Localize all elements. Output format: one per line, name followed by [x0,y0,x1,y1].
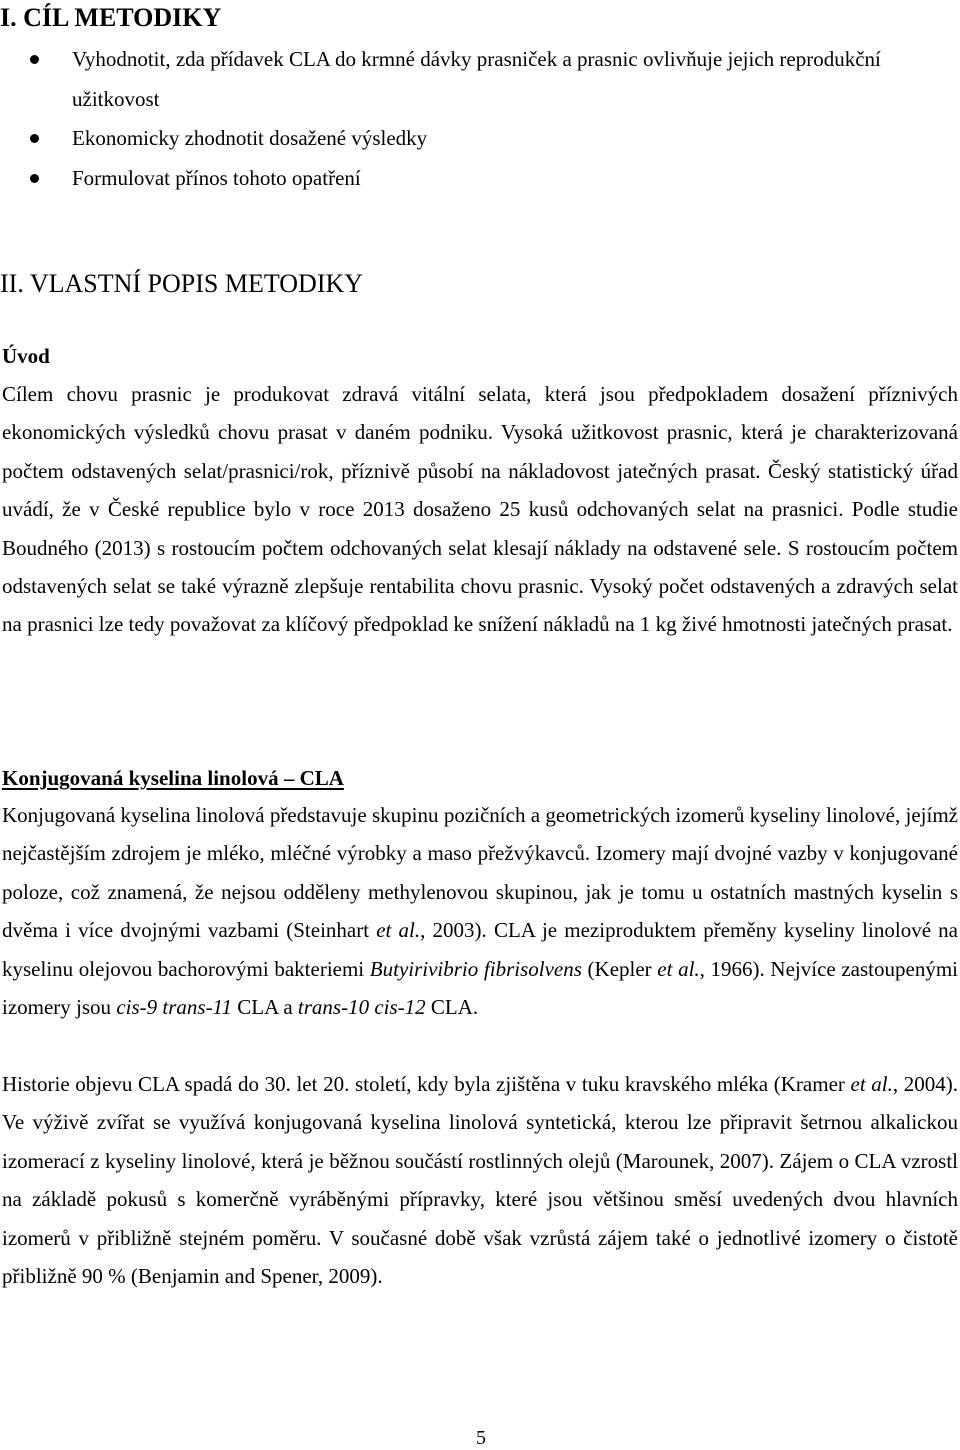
bullet-icon [30,55,39,64]
list-item [0,159,960,199]
page-number [0,1426,960,1450]
bullet-icon [30,134,39,143]
italic-isomer-name: cis-9 trans-11 [116,995,232,1020]
subheading-introduction: Úvod [2,344,50,368]
goal-text: Formulovat přínos tohoto opatření [72,165,361,190]
text-run: , 1966). Nejvíce zastoupenými izomery jsou [2,956,958,1020]
list-item [0,119,960,159]
italic-text: et al. [376,918,421,943]
cla-paragraph-2 [2,1065,958,1295]
subheading-cla: Konjugovaná kyselina linolová – CLA [2,766,344,790]
section-title-method: II. VLASTNÍ POPIS METODIKY [0,269,364,298]
italic-species-name: Butyirivibrio fibrisolvens [369,956,582,981]
introduction-paragraph: Cílem chovu prasnic je produkovat zdravá vitální selata, která jsou předpokladem dosažení příznivých ekonomických výsledků chovu prasat v daném podniku. Vysoká užitkovost prasnic, která je charakterizovaná počtem odstavených selat/prasnici/rok, příznivě působí na nákladovost jatečných prasat. Český statistický úřad uvádí, že v České republice bylo v roce 2013 dosaženo 25 kusů odchovaných selat na prasnici. Podle studie Boudného (2013) s rostoucím počtem odchovaných selat klesají náklady na odstavené sele. S rostoucím počtem odstavených selat se také výrazně zlepšuje rentabilita chovu prasnic. Vysoký počet odstavených a zdravých selat na prasnici lze tedy považovat za klíčový předpoklad ke snížení nákladů na 1 kg živé hmotnosti jatečných prasat. [2,382,958,637]
goals-list [0,40,960,198]
text-run: CLA. [425,995,479,1020]
list-item [0,40,960,119]
section-title-goals: I. CÍL METODIKY [0,3,222,32]
text-run: , 2003). CLA je meziproduktem přeměny kyseliny linolové na kyselinu olejovou bachorovými bakteriemi [2,918,958,981]
italic-isomer-name: trans-10 cis-12 [297,995,426,1020]
text-run: Konjugovaná kyselina linolová představuje skupinu pozičních a geometrických izomerů kyseliny linolové, jejímž nejčastějším zdrojem je mléko, mléčné výrobky a maso přežvýkavců. Izomery mají dvojné vazby v konjugované poloze, což znamená, že nejsou odděleny methylenovou skupinou, jak je tomu u ostatních mastných kyselin s dvěma i více dvojnými vazbami (Steinhart [2,803,958,943]
italic-text: et al. [850,1072,893,1096]
italic-text: et al. [657,956,700,981]
page-number-text: 5 [476,1427,486,1449]
text-run: (Kepler [581,956,658,981]
bullet-icon [30,174,39,183]
goal-text: Ekonomicky zhodnotit dosažené výsledky [72,126,428,150]
text-run: CLA a [232,995,298,1020]
cla-paragraph-1 [2,796,958,1026]
goal-text: Vyhodnotit, zda přídavek CLA do krmné dávky prasniček a prasnic ovlivňuje jejich reprodukční užitkovost [72,47,881,111]
text-run: , 2004). Ve výživě zvířat se využívá konjugovaná kyselina linolová syntetická, kterou lze připravit šetrnou alkalickou izomerací z kyseliny linolové, která je běžnou součástí rostlinných olejů (Marounek, 2007). Zájem o CLA vzrostl na základě pokusů s komerčně vyráběnými přípravky, které jsou většinou směsí uvedených dvou hlavních izomerů v přibližně stejném poměru. V současné době však vzrůstá zájem také o jednotlivé izomery o čistotě přibližně 90 % (Benjamin and Spener, 2009). [2,1072,959,1289]
text-run: Historie objevu CLA spadá do 30. let 20. století, kdy byla zjištěna v tuku kravského mléka (Kramer [2,1072,851,1096]
